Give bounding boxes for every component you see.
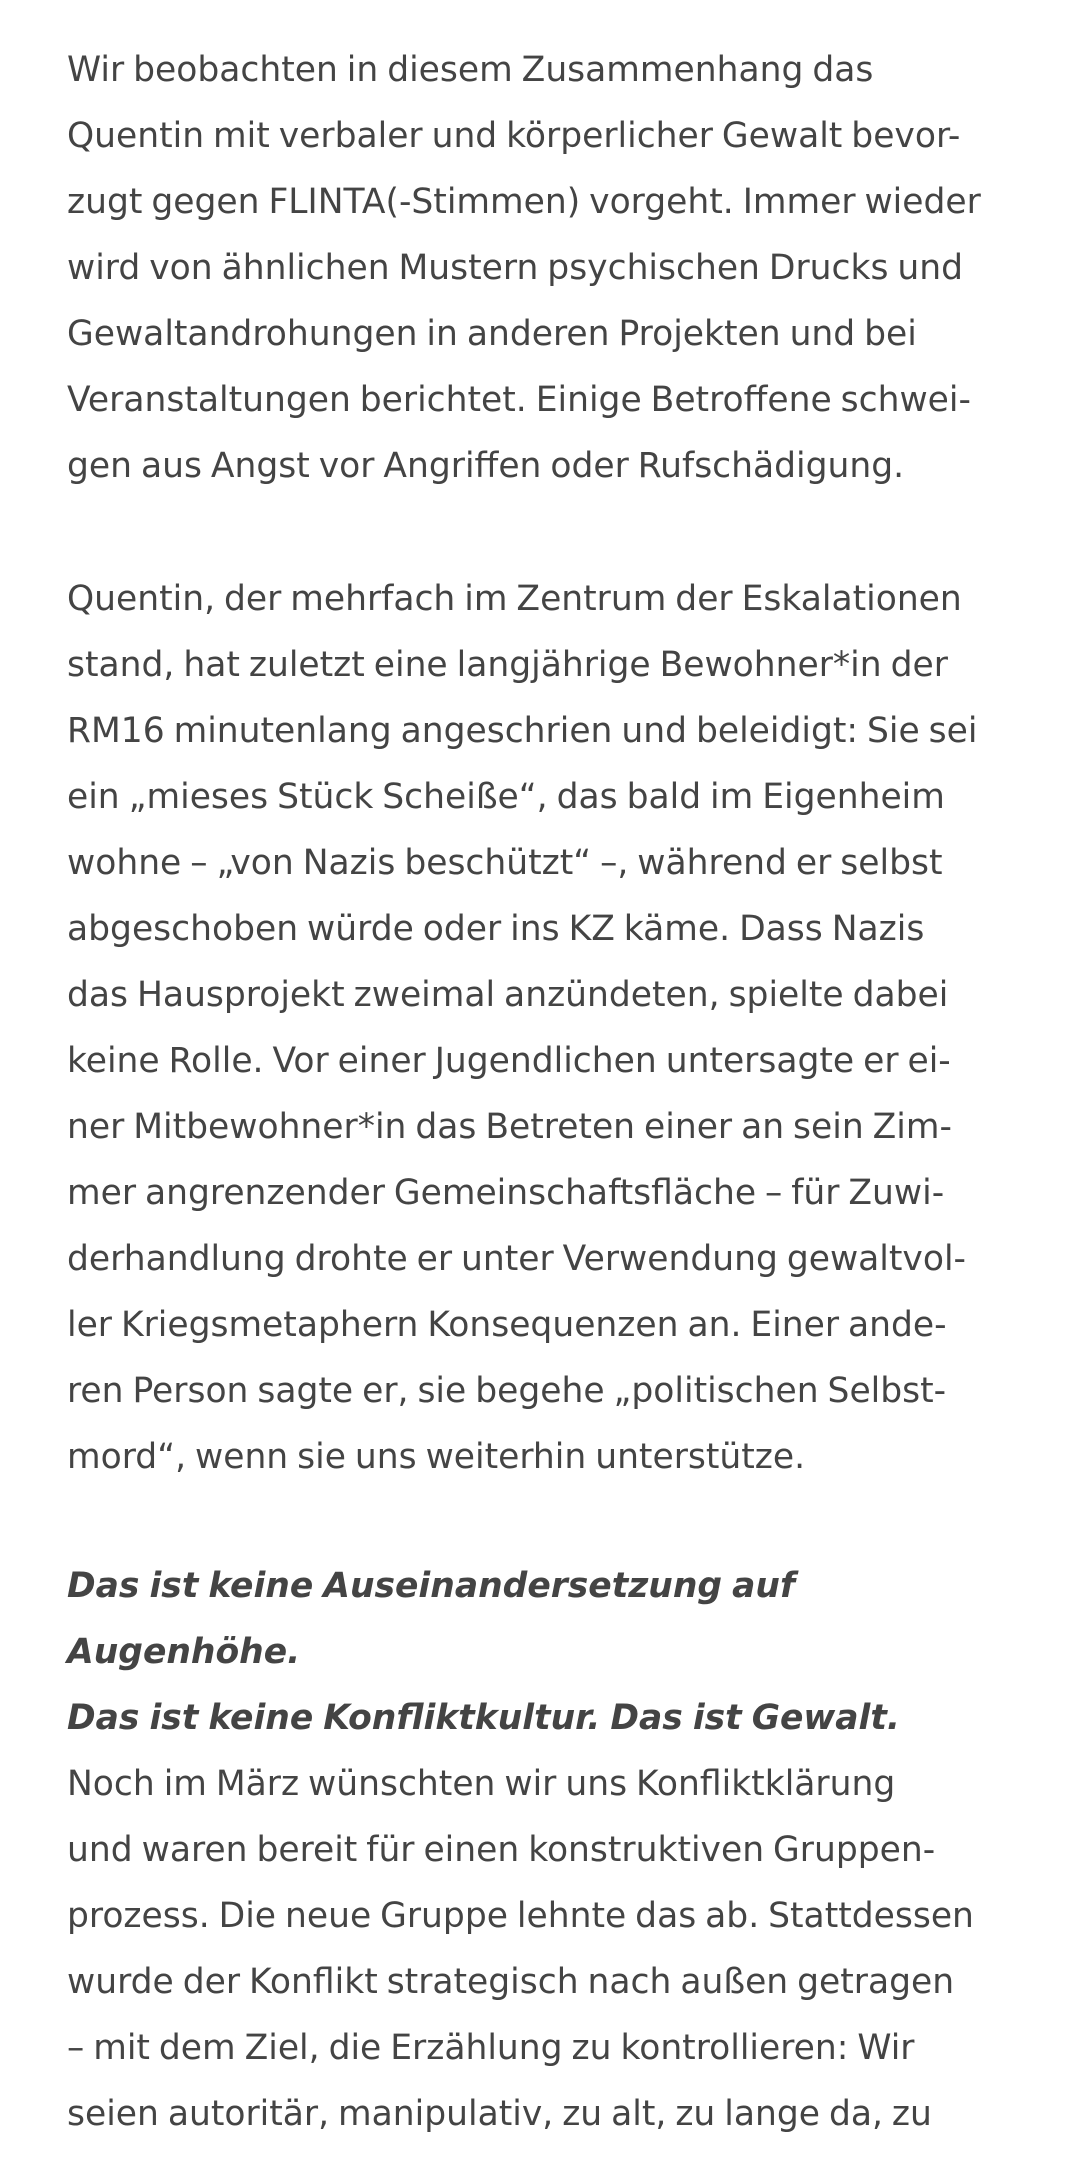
paragraph-conflict: Noch im März wünschten wir uns Konfliktklärung und waren bereit für einen konstruktiven Gruppen- prozess. Die neue Gruppe lehnte das ab. Stattdessen wurde der Konflikt strategisch nach außen getragen – mit dem Ziel, die Erzählung zu kontrollieren: Wir seien autoritär, manipulativ, zu alt, zu lange da, zu <box>67 1764 974 2134</box>
paragraph-escalation: Quentin, der mehrfach im Zentrum der Eskalationen stand, hat zuletzt eine langjährige Bewohner*in der RM16 minutenlang angeschrien und beleidigt: Sie sei ein „mieses Stück Scheiße“, das bald im Eigenheim wohne – „von Nazis beschützt“ –, während er selbst abgeschoben würde oder ins KZ käme. Dass Nazis das Hausprojekt zweimal anzündeten, spielte dabei keine Rolle. Vor einer Jugendlichen untersagte er ei- ner Mitbewohner*in das Betreten einer an sein Zim- mer angrenzender Gemeinschaftsfläche – für Zuwi- derhandlung drohte er unter Verwendung gewaltvol- ler Kriegsmetaphern Konsequenzen an. Einer ande- ren Person sagte er, sie begehe „politischen Selbst- mord“, wenn sie uns weiterhin unterstütze. <box>67 579 978 1477</box>
paragraph-observation: Wir beobachten in diesem Zusammenhang das Quentin mit verbaler und körperlicher Gewalt bevor- zugt gegen FLINTA(-Stimmen) vorgeht. Immer wieder wird von ähnlichen Mustern psychischen Drucks und Gewaltandrohungen in anderen Projekten und bei Veranstaltungen berichtet. Einige Betroffene schwei- gen aus Angst vor Angriffen oder Rufschädigung. <box>67 50 981 486</box>
emphasis-statement: Das ist keine Auseinandersetzung auf Augenhöhe. Das ist keine Konfliktkultur. Das ist Gewalt. <box>67 1566 900 1738</box>
